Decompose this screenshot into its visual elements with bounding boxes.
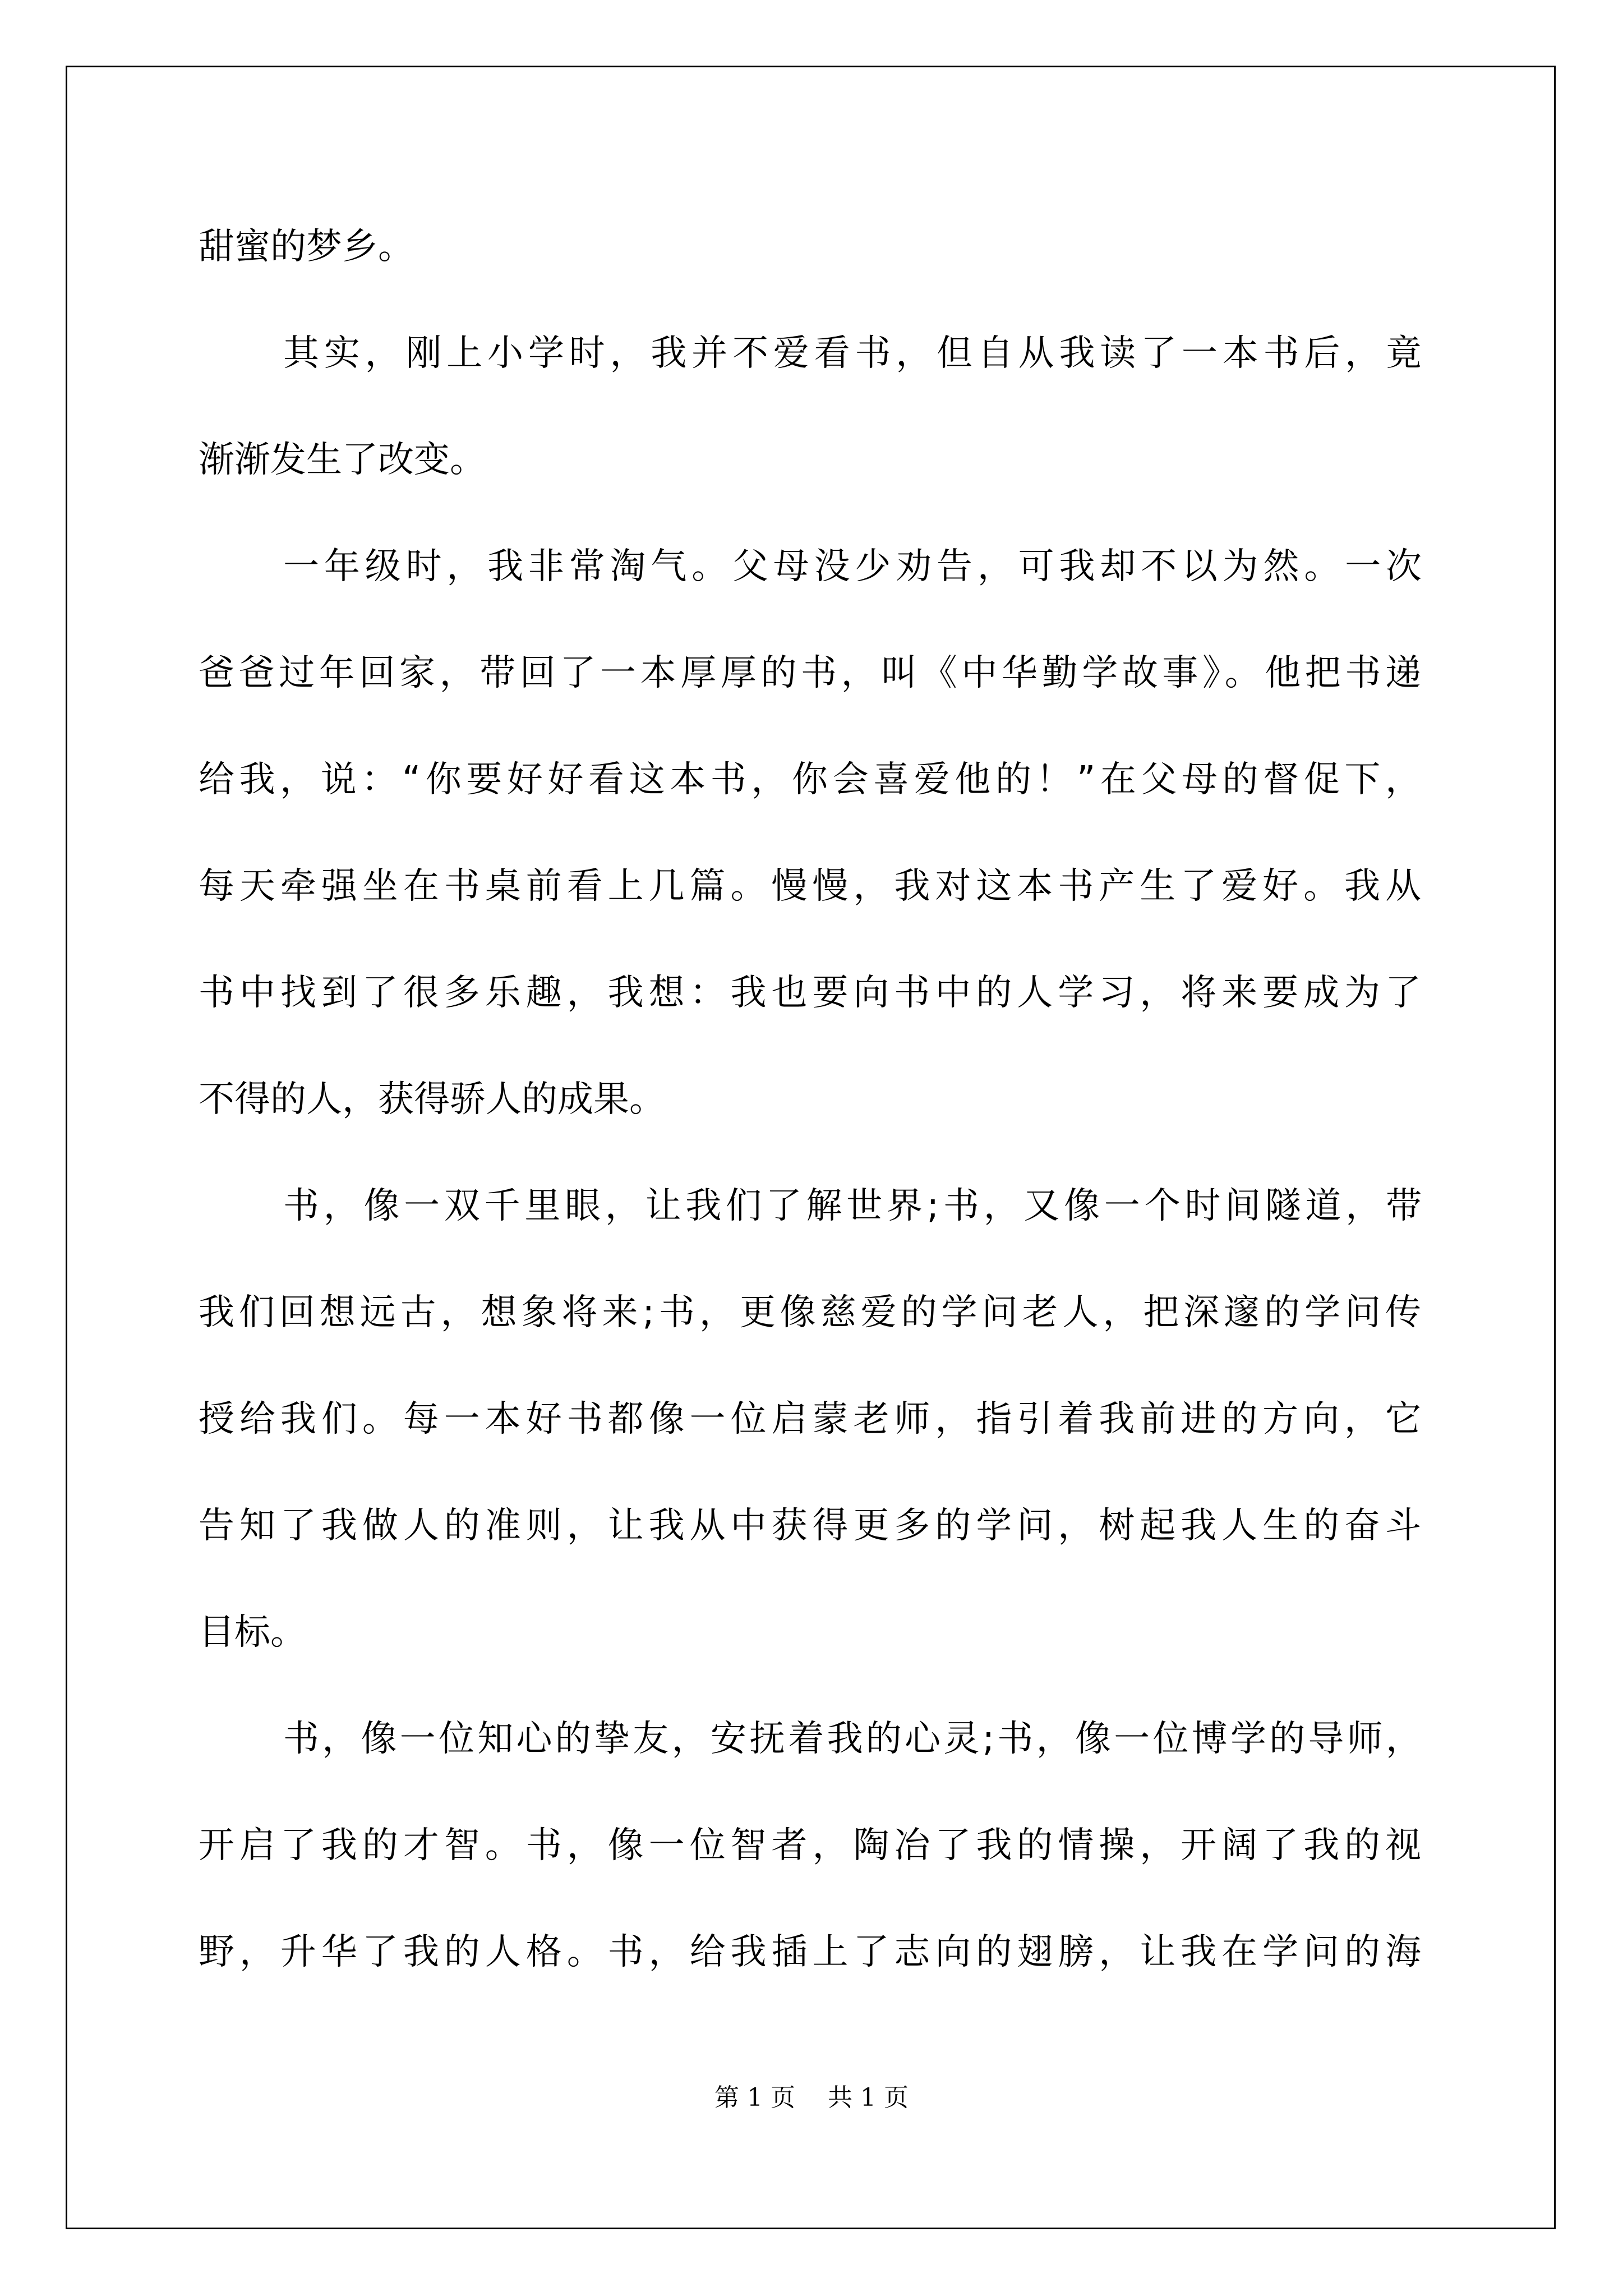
text-line: 我们回想远古，想象将来;书，更像慈爱的学问老人，把深邃的学问传 [199, 1292, 1421, 1333]
page-number-footer: 第 1 页 共 1 页 [714, 2083, 909, 2112]
text-line: 书中找到了很多乐趣，我想：我也要向书中的人学习，将来要成为了 [199, 972, 1421, 1014]
text-line: 每天牵强坐在书桌前看上几篇。慢慢，我对这本书产生了爱好。我从 [199, 866, 1421, 907]
text-line: 爸爸过年回家，带回了一本厚厚的书，叫《中华勤学故事》。他把书递 [199, 652, 1421, 694]
text-line: 开启了我的才智。书，像一位智者，陶冶了我的情操，开阔了我的视 [199, 1825, 1421, 1866]
text-line: 书，像一双千里眼，让我们了解世界;书，又像一个时间隧道，带 [283, 1185, 1422, 1227]
text-line: 渐渐发生了改变。 [199, 439, 486, 481]
text-line: 书，像一位知心的挚友，安抚着我的心灵;书，像一位博学的导师， [283, 1718, 1422, 1760]
text-line: 一年级时，我非常淘气。父母没少劝告，可我却不以为然。一次 [283, 546, 1422, 587]
text-line: 授给我们。每一本好书都像一位启蒙老师，指引着我前进的方向，它 [199, 1398, 1421, 1440]
text-line: 目标。 [199, 1612, 306, 1653]
text-line: 甜蜜的梦乡。 [199, 226, 414, 268]
text-line: 野，升华了我的人格。书，给我插上了志向的翅膀，让我在学问的海 [199, 1931, 1421, 1973]
text-line: 告知了我做人的准则，让我从中获得更多的学问，树起我人生的奋斗 [199, 1505, 1421, 1547]
page-frame [66, 66, 1556, 2229]
text-line: 不得的人，获得骄人的成果。 [199, 1079, 665, 1120]
text-line: 给我，说：“你要好好看这本书，你会喜爱他的！”在父母的督促下， [199, 759, 1421, 800]
text-line: 其实，刚上小学时，我并不爱看书，但自从我读了一本书后，竟 [283, 333, 1422, 374]
